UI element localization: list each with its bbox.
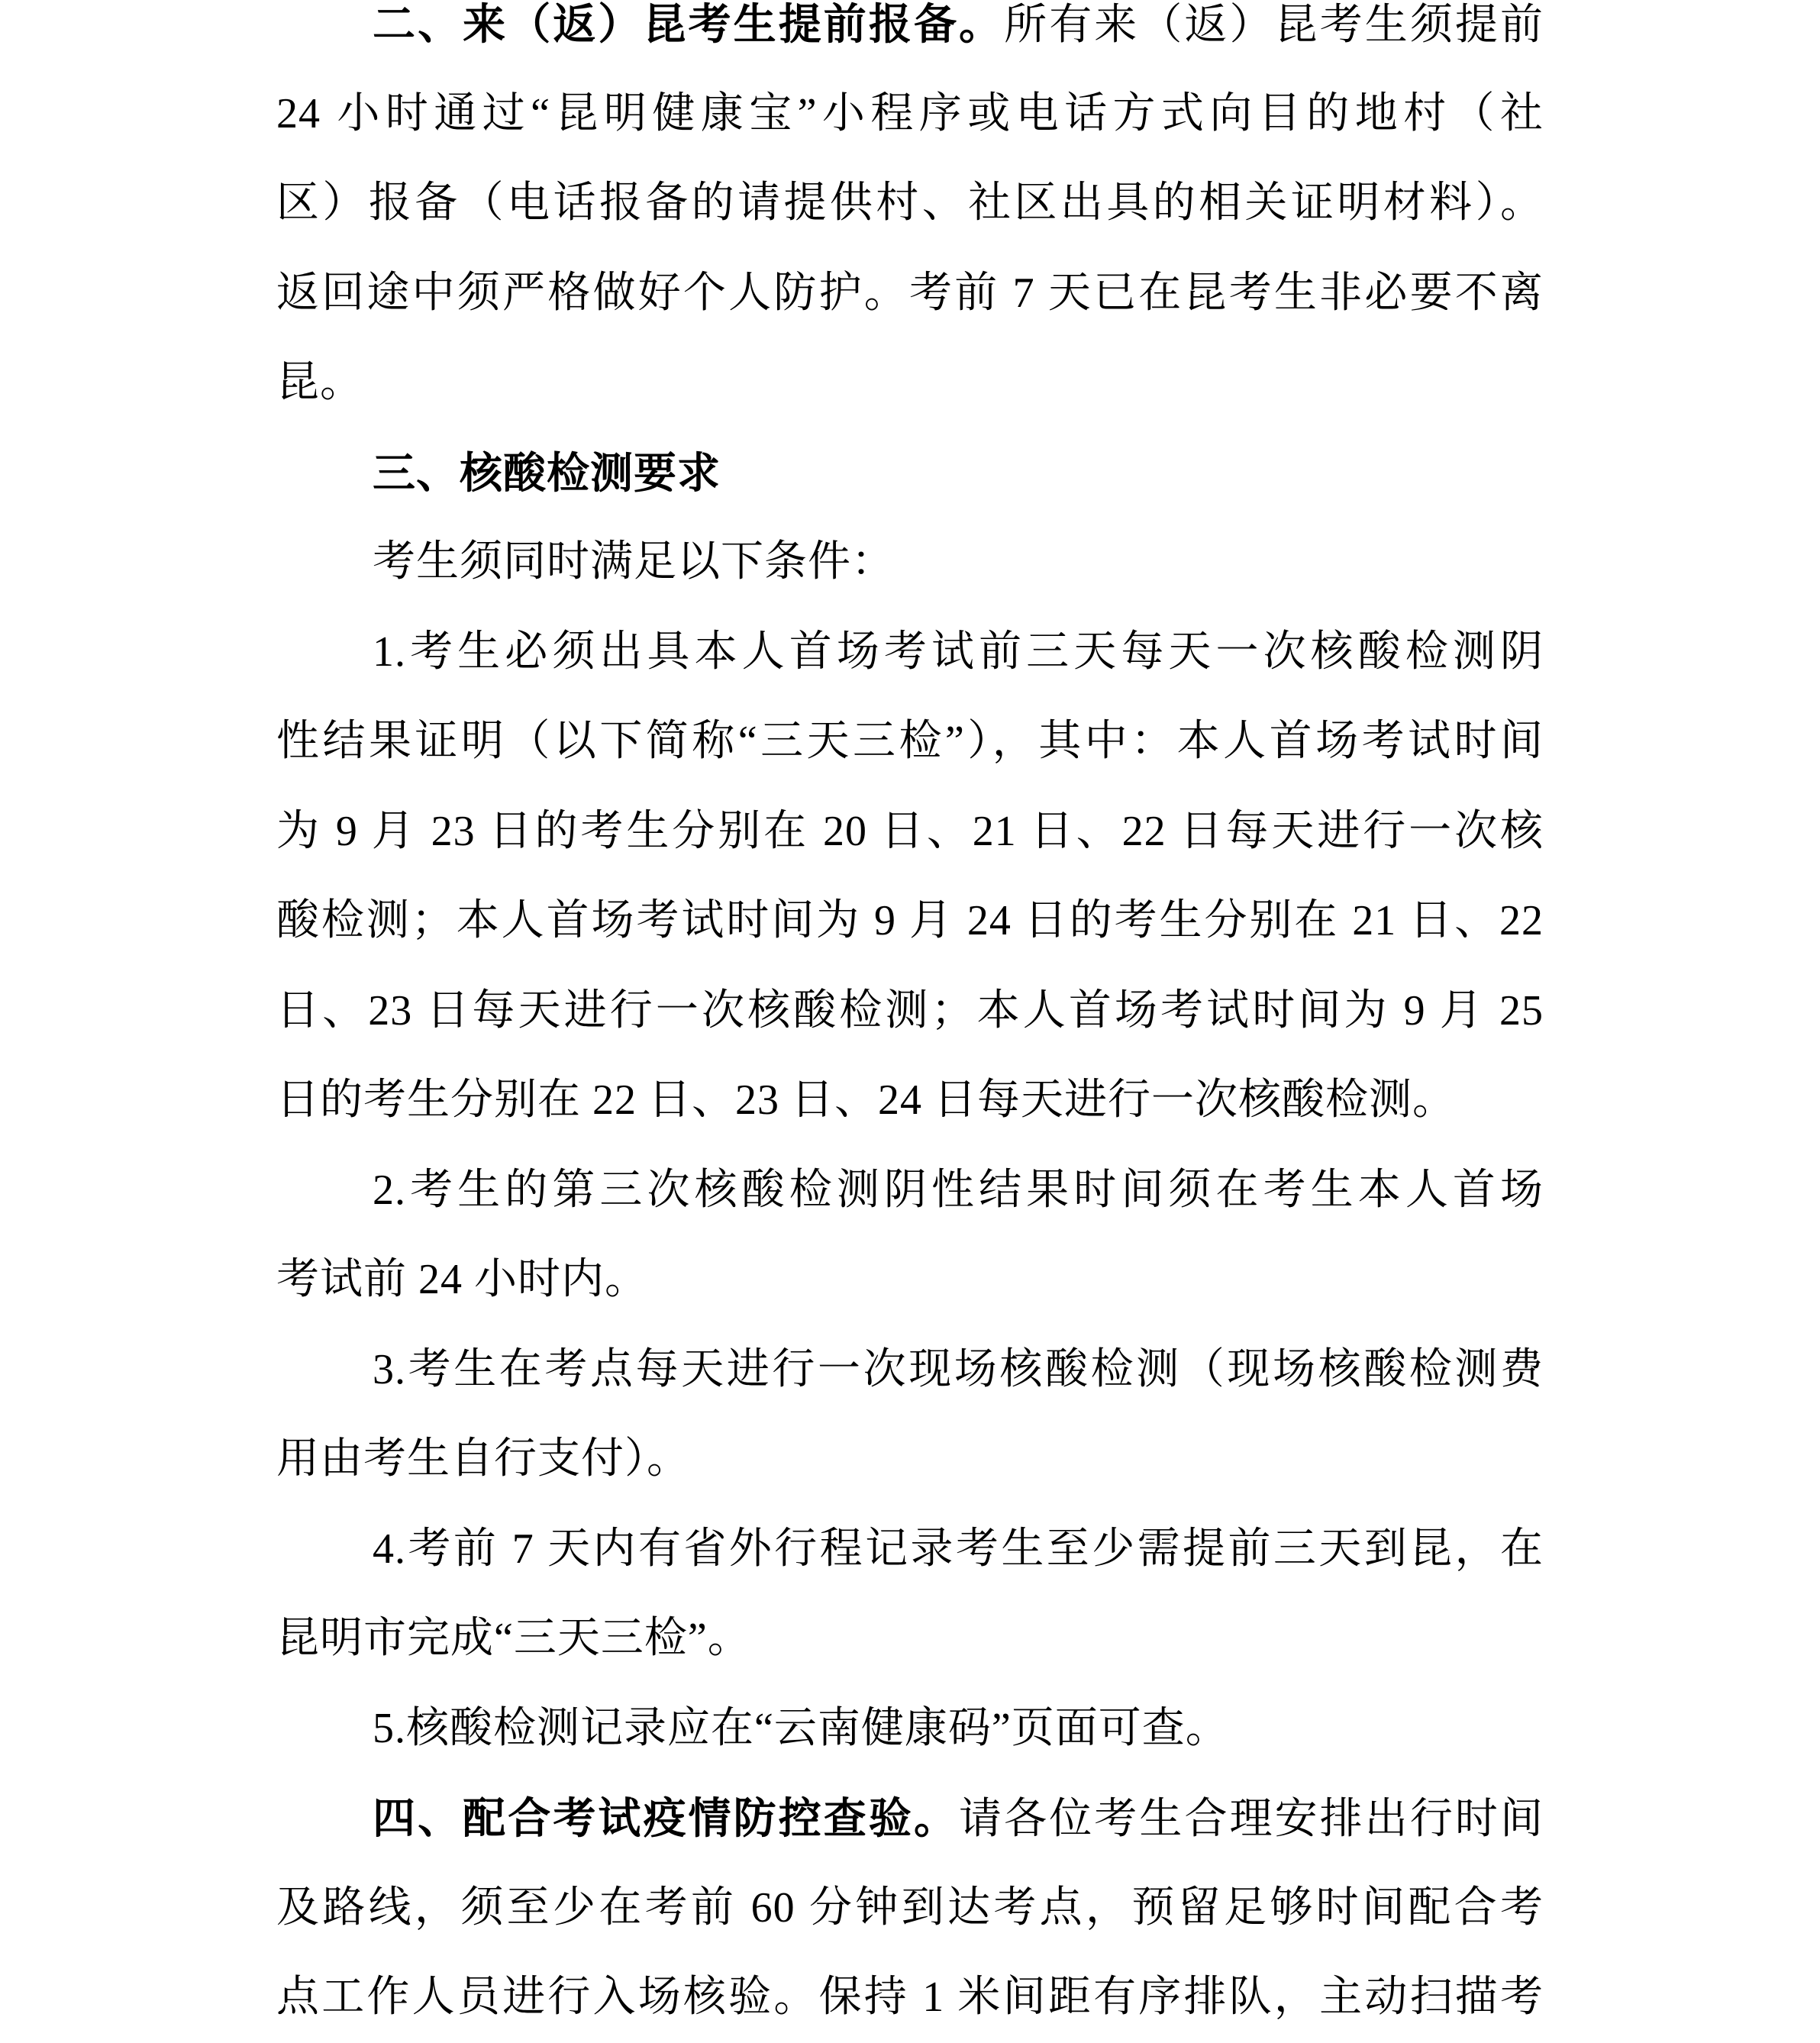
line-text: 3.考生在考点每天进行一次现场核酸检测（现场核酸检测费 [373, 1345, 1544, 1393]
line-text: 日的考生分别在 22 日、23 日、24 日每天进行一次核酸检测。 [276, 1076, 1456, 1124]
line-text: 2.考生的第三次核酸检测阴性结果时间须在考生本人首场 [373, 1166, 1544, 1214]
line-text: 所有来（返）昆考生须提前 [1004, 2, 1544, 49]
line-text: 用由考生自行支付）。 [276, 1435, 690, 1483]
line-text: 请各位考生合理安排出行时间 [959, 1796, 1544, 1843]
line-text: 及路线，须至少在考前 60 分钟到达考点，预留足够时间配合考 [276, 1883, 1544, 1932]
document-line [276, 1235, 1544, 1325]
document-line [276, 428, 1544, 518]
document-line [276, 1056, 1544, 1146]
line-text: 酸检测；本人首场考试时间为 9 月 24 日的考生分别在 21 日、22 [276, 897, 1544, 944]
line-text: 昆明市完成“三天三检”。 [276, 1615, 751, 1662]
document-line [276, 249, 1544, 339]
document-line [276, 1505, 1544, 1595]
line-text: 昆。 [276, 359, 363, 406]
line-text: 点工作人员进行入场核验。保持 1 米间距有序排队，主动扫描考 [276, 1974, 1544, 2021]
document-line [276, 159, 1544, 249]
section-heading-3: 三、核酸检测要求 [373, 448, 721, 497]
section-heading-4: 四、配合考试疫情防控查验。 [373, 1794, 960, 1842]
section-heading-2: 二、来（返）昆考生提前报备。 [373, 0, 1005, 48]
document-line [276, 608, 1544, 698]
document-line [276, 1415, 1544, 1505]
line-text: 日、23 日每天进行一次核酸检测；本人首场考试时间为 9 月 25 [276, 986, 1544, 1034]
document-line [276, 787, 1544, 877]
line-text: 返回途中须严格做好个人防护。考前 7 天已在昆考生非必要不离 [276, 269, 1544, 317]
line-text: 区）报备（电话报备的请提供村、社区出具的相关证明材料）。 [276, 179, 1544, 227]
document-line [276, 518, 1544, 608]
line-text: 性结果证明（以下简称“三天三检”），其中：本人首场考试时间 [276, 718, 1544, 765]
document-line [276, 876, 1544, 967]
document-content [276, 0, 1544, 2043]
document-line [276, 1325, 1544, 1415]
document-line [276, 967, 1544, 1057]
line-text: 4.考前 7 天内有省外行程记录考生至少需提前三天到昆，在 [373, 1525, 1544, 1573]
document-line [276, 69, 1544, 160]
document-line [276, 338, 1544, 428]
document-line [276, 697, 1544, 787]
document-line [276, 1864, 1544, 1954]
line-text: 为 9 月 23 日的考生分别在 20 日、21 日、22 日每天进行一次核 [276, 807, 1544, 855]
document-line [276, 0, 1544, 69]
document-line [276, 1774, 1544, 1864]
document-line [276, 1146, 1544, 1236]
document-line [276, 1684, 1544, 1774]
line-text: 1.考生必须出具本人首场考试前三天每天一次核酸检测阴 [373, 628, 1544, 676]
line-text: 5.核酸检测记录应在“云南健康码”页面可查。 [373, 1704, 1229, 1752]
line-text: 24 小时通过“昆明健康宝”小程序或电话方式向目的地村（社 [276, 89, 1544, 137]
line-text: 考生须同时满足以下条件： [373, 538, 895, 586]
line-text: 考试前 24 小时内。 [276, 1256, 648, 1303]
document-line [276, 1953, 1544, 2043]
document-line [276, 1594, 1544, 1684]
